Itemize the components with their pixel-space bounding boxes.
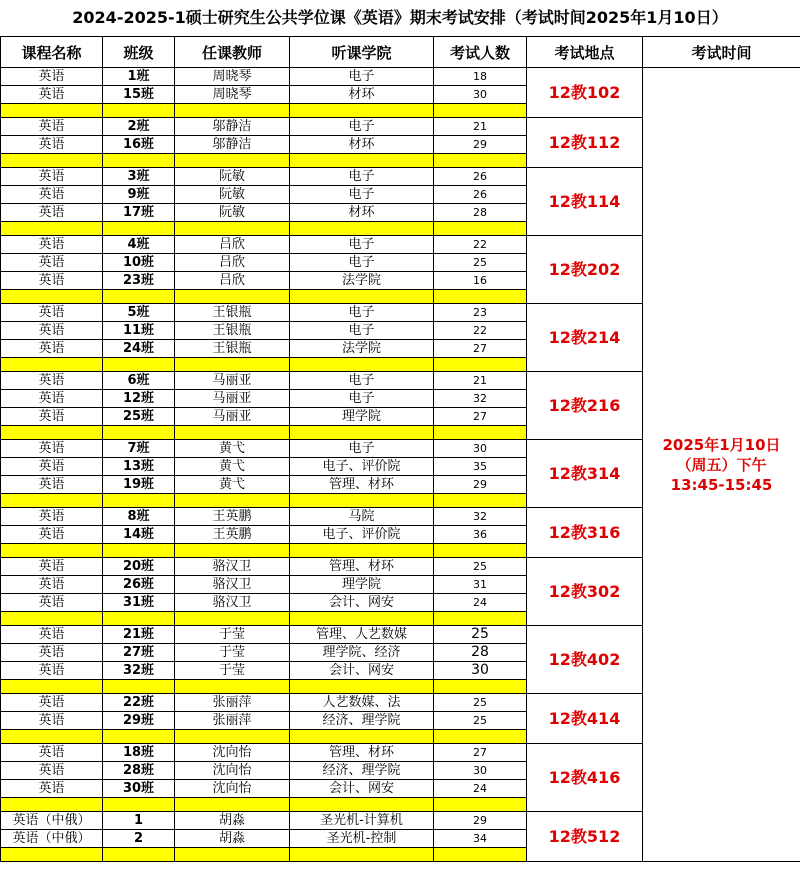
exam-room-cell: 12教316	[527, 508, 643, 558]
course-cell: 英语	[1, 440, 103, 458]
course-cell: 英语	[1, 644, 103, 662]
header-class: 班级	[103, 37, 175, 68]
separator-cell	[290, 494, 434, 508]
college-cell: 电子、评价院	[290, 526, 434, 544]
separator-cell	[103, 358, 175, 372]
college-cell: 管理、材环	[290, 476, 434, 494]
separator-cell	[1, 680, 103, 694]
course-cell: 英语	[1, 594, 103, 612]
teacher-cell: 沈向怡	[175, 744, 290, 762]
course-cell: 英语	[1, 86, 103, 104]
class-cell: 8班	[103, 508, 175, 526]
count-cell: 22	[434, 236, 527, 254]
separator-cell	[175, 222, 290, 236]
separator-cell	[290, 544, 434, 558]
separator-cell	[290, 798, 434, 812]
separator-cell	[1, 104, 103, 118]
teacher-cell: 王英鹏	[175, 526, 290, 544]
class-cell: 5班	[103, 304, 175, 322]
count-cell: 21	[434, 118, 527, 136]
class-cell: 23班	[103, 272, 175, 290]
count-cell: 35	[434, 458, 527, 476]
separator-cell	[175, 494, 290, 508]
separator-cell	[103, 848, 175, 862]
exam-schedule-table	[0, 36, 800, 862]
separator-cell	[434, 222, 527, 236]
teacher-cell: 吕欣	[175, 254, 290, 272]
exam-room-cell: 12教112	[527, 118, 643, 168]
teacher-cell: 王银瓶	[175, 304, 290, 322]
count-cell: 26	[434, 186, 527, 204]
header-time: 考试时间	[643, 37, 800, 68]
class-cell: 32班	[103, 662, 175, 680]
separator-cell	[1, 544, 103, 558]
separator-cell	[1, 222, 103, 236]
teacher-cell: 吕欣	[175, 236, 290, 254]
exam-time-line: 2025年1月10日	[662, 435, 781, 454]
count-cell: 34	[434, 830, 527, 848]
count-cell: 36	[434, 526, 527, 544]
teacher-cell: 阮敏	[175, 186, 290, 204]
teacher-cell: 阮敏	[175, 168, 290, 186]
count-cell: 29	[434, 476, 527, 494]
count-cell: 24	[434, 780, 527, 798]
course-cell: 英语	[1, 762, 103, 780]
teacher-cell: 于莹	[175, 626, 290, 644]
count-cell: 28	[434, 204, 527, 222]
course-cell: 英语	[1, 186, 103, 204]
class-cell: 20班	[103, 558, 175, 576]
course-cell: 英语	[1, 372, 103, 390]
separator-cell	[290, 358, 434, 372]
separator-cell	[434, 494, 527, 508]
college-cell: 圣光机-控制	[290, 830, 434, 848]
exam-room-cell: 12教114	[527, 168, 643, 236]
class-cell: 26班	[103, 576, 175, 594]
separator-cell	[434, 544, 527, 558]
teacher-cell: 王英鹏	[175, 508, 290, 526]
class-cell: 29班	[103, 712, 175, 730]
teacher-cell: 马丽亚	[175, 408, 290, 426]
separator-cell	[175, 426, 290, 440]
separator-cell	[175, 104, 290, 118]
count-cell: 16	[434, 272, 527, 290]
separator-cell	[103, 612, 175, 626]
class-cell: 14班	[103, 526, 175, 544]
course-cell: 英语	[1, 340, 103, 358]
course-cell: 英语	[1, 458, 103, 476]
teacher-cell: 沈向怡	[175, 762, 290, 780]
separator-cell	[175, 358, 290, 372]
course-cell: 英语	[1, 68, 103, 86]
teacher-cell: 吕欣	[175, 272, 290, 290]
separator-cell	[434, 848, 527, 862]
class-cell: 7班	[103, 440, 175, 458]
separator-cell	[290, 680, 434, 694]
separator-cell	[434, 612, 527, 626]
course-cell: 英语	[1, 780, 103, 798]
count-cell: 32	[434, 390, 527, 408]
separator-cell	[290, 222, 434, 236]
exam-room-cell: 12教102	[527, 68, 643, 118]
course-cell: 英语（中俄）	[1, 830, 103, 848]
college-cell: 材环	[290, 136, 434, 154]
college-cell: 电子	[290, 168, 434, 186]
separator-cell	[1, 730, 103, 744]
college-cell: 电子	[290, 68, 434, 86]
teacher-cell: 阮敏	[175, 204, 290, 222]
class-cell: 13班	[103, 458, 175, 476]
count-cell: 30	[434, 440, 527, 458]
college-cell: 管理、材环	[290, 558, 434, 576]
class-cell: 25班	[103, 408, 175, 426]
class-cell: 2	[103, 830, 175, 848]
teacher-cell: 黄弋	[175, 440, 290, 458]
college-cell: 管理、材环	[290, 744, 434, 762]
count-cell: 26	[434, 168, 527, 186]
count-cell: 23	[434, 304, 527, 322]
exam-time-line: （周五）下午	[676, 455, 767, 474]
count-cell: 32	[434, 508, 527, 526]
college-cell: 理学院	[290, 576, 434, 594]
class-cell: 9班	[103, 186, 175, 204]
college-cell: 材环	[290, 204, 434, 222]
course-cell: 英语	[1, 626, 103, 644]
exam-time-cell	[643, 68, 800, 862]
class-cell: 21班	[103, 626, 175, 644]
separator-cell	[1, 798, 103, 812]
count-cell: 27	[434, 744, 527, 762]
count-cell: 21	[434, 372, 527, 390]
exam-room-cell: 12教202	[527, 236, 643, 304]
separator-cell	[1, 154, 103, 168]
class-cell: 28班	[103, 762, 175, 780]
college-cell: 会计、网安	[290, 594, 434, 612]
course-cell: 英语	[1, 508, 103, 526]
separator-cell	[290, 426, 434, 440]
separator-cell	[290, 154, 434, 168]
count-cell: 29	[434, 136, 527, 154]
teacher-cell: 邬静洁	[175, 136, 290, 154]
count-cell: 18	[434, 68, 527, 86]
teacher-cell: 黄弋	[175, 458, 290, 476]
teacher-cell: 张丽萍	[175, 712, 290, 730]
college-cell: 理学院、经济	[290, 644, 434, 662]
class-cell: 11班	[103, 322, 175, 340]
exam-schedule-sheet	[0, 36, 800, 874]
college-cell: 理学院	[290, 408, 434, 426]
count-cell: 30	[434, 662, 527, 680]
separator-cell	[175, 730, 290, 744]
table-row	[1, 68, 800, 86]
header-course: 课程名称	[1, 37, 103, 68]
separator-cell	[103, 104, 175, 118]
separator-cell	[175, 798, 290, 812]
separator-cell	[434, 426, 527, 440]
count-cell: 31	[434, 576, 527, 594]
course-cell: 英语	[1, 136, 103, 154]
course-cell: 英语	[1, 558, 103, 576]
separator-cell	[290, 104, 434, 118]
exam-room-cell: 12教402	[527, 626, 643, 694]
header-count: 考试人数	[434, 37, 527, 68]
header-college: 听课学院	[290, 37, 434, 68]
class-cell: 3班	[103, 168, 175, 186]
header-row	[1, 37, 800, 68]
class-cell: 24班	[103, 340, 175, 358]
separator-cell	[434, 358, 527, 372]
course-cell: 英语	[1, 662, 103, 680]
separator-cell	[175, 154, 290, 168]
separator-cell	[103, 680, 175, 694]
schedule-body	[1, 68, 800, 862]
college-cell: 法学院	[290, 340, 434, 358]
college-cell: 电子、评价院	[290, 458, 434, 476]
count-cell: 27	[434, 340, 527, 358]
separator-cell	[1, 848, 103, 862]
separator-cell	[434, 104, 527, 118]
teacher-cell: 骆汉卫	[175, 594, 290, 612]
teacher-cell: 周晓琴	[175, 86, 290, 104]
class-cell: 1	[103, 812, 175, 830]
class-cell: 10班	[103, 254, 175, 272]
separator-cell	[103, 222, 175, 236]
college-cell: 材环	[290, 86, 434, 104]
separator-cell	[103, 544, 175, 558]
separator-cell	[434, 730, 527, 744]
count-cell: 29	[434, 812, 527, 830]
course-cell: 英语	[1, 576, 103, 594]
college-cell: 电子	[290, 390, 434, 408]
separator-cell	[175, 544, 290, 558]
separator-cell	[290, 730, 434, 744]
class-cell: 12班	[103, 390, 175, 408]
separator-cell	[175, 848, 290, 862]
college-cell: 电子	[290, 118, 434, 136]
college-cell: 经济、理学院	[290, 712, 434, 730]
count-cell: 27	[434, 408, 527, 426]
separator-cell	[290, 612, 434, 626]
course-cell: 英语	[1, 254, 103, 272]
course-cell: 英语	[1, 118, 103, 136]
exam-room-cell: 12教216	[527, 372, 643, 440]
teacher-cell: 王银瓶	[175, 340, 290, 358]
college-cell: 圣光机-计算机	[290, 812, 434, 830]
college-cell: 电子	[290, 304, 434, 322]
separator-cell	[103, 494, 175, 508]
college-cell: 电子	[290, 254, 434, 272]
class-cell: 6班	[103, 372, 175, 390]
class-cell: 4班	[103, 236, 175, 254]
exam-room-cell: 12教416	[527, 744, 643, 812]
college-cell: 会计、网安	[290, 662, 434, 680]
separator-cell	[175, 680, 290, 694]
teacher-cell: 沈向怡	[175, 780, 290, 798]
teacher-cell: 王银瓶	[175, 322, 290, 340]
separator-cell	[434, 290, 527, 304]
exam-time-line: 13:45-15:45	[670, 475, 773, 494]
class-cell: 27班	[103, 644, 175, 662]
header-teacher: 任课教师	[175, 37, 290, 68]
teacher-cell: 于莹	[175, 644, 290, 662]
course-cell: 英语	[1, 408, 103, 426]
separator-cell	[290, 848, 434, 862]
college-cell: 电子	[290, 322, 434, 340]
class-cell: 15班	[103, 86, 175, 104]
course-cell: 英语	[1, 168, 103, 186]
teacher-cell: 胡淼	[175, 830, 290, 848]
course-cell: 英语	[1, 476, 103, 494]
separator-cell	[103, 730, 175, 744]
college-cell: 经济、理学院	[290, 762, 434, 780]
teacher-cell: 胡淼	[175, 812, 290, 830]
college-cell: 电子	[290, 186, 434, 204]
college-cell: 管理、人艺数媒	[290, 626, 434, 644]
page-title: 2024-2025-1硕士研究生公共学位课《英语》期末考试安排（考试时间2025年1月10日）	[72, 8, 728, 27]
college-cell: 人艺数媒、法	[290, 694, 434, 712]
separator-cell	[1, 358, 103, 372]
class-cell: 30班	[103, 780, 175, 798]
college-cell: 电子	[290, 236, 434, 254]
teacher-cell: 马丽亚	[175, 372, 290, 390]
college-cell: 会计、网安	[290, 780, 434, 798]
exam-room-cell: 12教512	[527, 812, 643, 862]
course-cell: 英语	[1, 272, 103, 290]
class-cell: 2班	[103, 118, 175, 136]
course-cell: 英语	[1, 694, 103, 712]
exam-room-cell: 12教214	[527, 304, 643, 372]
count-cell: 22	[434, 322, 527, 340]
separator-cell	[175, 290, 290, 304]
teacher-cell: 张丽萍	[175, 694, 290, 712]
separator-cell	[434, 680, 527, 694]
college-cell: 电子	[290, 372, 434, 390]
teacher-cell: 邬静洁	[175, 118, 290, 136]
college-cell: 马院	[290, 508, 434, 526]
course-cell: 英语	[1, 390, 103, 408]
separator-cell	[290, 290, 434, 304]
separator-cell	[103, 798, 175, 812]
class-cell: 19班	[103, 476, 175, 494]
course-cell: 英语（中俄）	[1, 812, 103, 830]
separator-cell	[434, 798, 527, 812]
separator-cell	[434, 154, 527, 168]
count-cell: 25	[434, 254, 527, 272]
exam-room-cell: 12教302	[527, 558, 643, 626]
teacher-cell: 于莹	[175, 662, 290, 680]
class-cell: 1班	[103, 68, 175, 86]
college-cell: 电子	[290, 440, 434, 458]
class-cell: 16班	[103, 136, 175, 154]
count-cell: 25	[434, 558, 527, 576]
count-cell: 24	[434, 594, 527, 612]
separator-cell	[1, 494, 103, 508]
count-cell: 25	[434, 626, 527, 644]
course-cell: 英语	[1, 712, 103, 730]
teacher-cell: 骆汉卫	[175, 558, 290, 576]
separator-cell	[103, 426, 175, 440]
college-cell: 法学院	[290, 272, 434, 290]
header-room: 考试地点	[527, 37, 643, 68]
class-cell: 18班	[103, 744, 175, 762]
teacher-cell: 马丽亚	[175, 390, 290, 408]
course-cell: 英语	[1, 204, 103, 222]
count-cell: 30	[434, 86, 527, 104]
exam-room-cell: 12教314	[527, 440, 643, 508]
course-cell: 英语	[1, 744, 103, 762]
course-cell: 英语	[1, 322, 103, 340]
teacher-cell: 骆汉卫	[175, 576, 290, 594]
separator-cell	[175, 612, 290, 626]
exam-room-cell: 12教414	[527, 694, 643, 744]
class-cell: 17班	[103, 204, 175, 222]
separator-cell	[1, 612, 103, 626]
class-cell: 22班	[103, 694, 175, 712]
separator-cell	[1, 426, 103, 440]
class-cell: 31班	[103, 594, 175, 612]
course-cell: 英语	[1, 236, 103, 254]
count-cell: 25	[434, 694, 527, 712]
teacher-cell: 周晓琴	[175, 68, 290, 86]
separator-cell	[103, 290, 175, 304]
count-cell: 28	[434, 644, 527, 662]
count-cell: 30	[434, 762, 527, 780]
teacher-cell: 黄弋	[175, 476, 290, 494]
separator-cell	[1, 290, 103, 304]
count-cell: 25	[434, 712, 527, 730]
course-cell: 英语	[1, 526, 103, 544]
separator-cell	[103, 154, 175, 168]
course-cell: 英语	[1, 304, 103, 322]
